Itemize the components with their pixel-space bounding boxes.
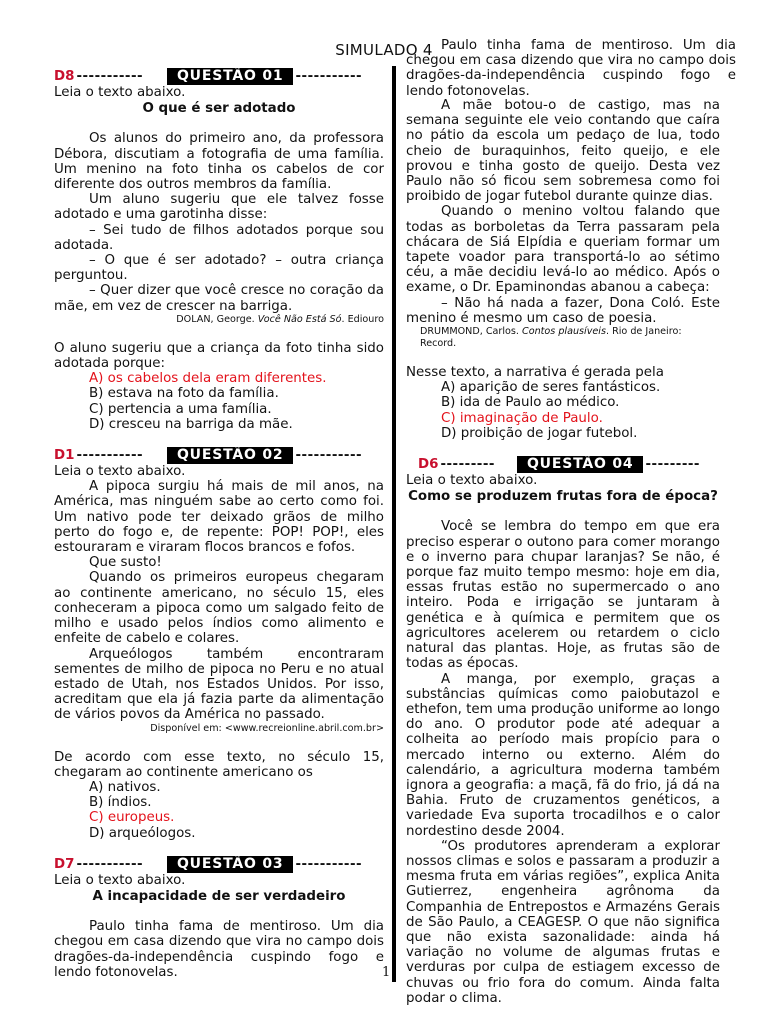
paragraph: Os alunos do primeiro ano, da professora Débora, discutiam a fotografia de uma família. Um menino na foto tinha os cabelos de cor diferente dos outros membros da família. xyxy=(54,131,384,193)
dash-rule: ----------- xyxy=(76,68,144,84)
column-divider xyxy=(392,66,396,982)
descriptor-code: D7 xyxy=(54,856,75,872)
question-label: QUESTÃO 01 xyxy=(167,68,293,85)
instruction: Leia o texto abaixo. xyxy=(54,872,186,888)
question-4-header xyxy=(406,456,720,473)
answer-option-c[interactable]: C) europeus. xyxy=(89,810,175,826)
question-prompt: Nesse texto, a narrativa é gerada pela xyxy=(406,365,664,381)
question-1-header xyxy=(54,68,384,85)
paragraph: – O que é ser adotado? – outra criança perguntou. xyxy=(54,253,384,284)
paragraph: Paulo tinha fama de mentiroso. Um dia chegou em casa dizendo que vira no campo dois dragões-da-independência cuspindo fogo e lendo fotonovelas. xyxy=(406,38,736,99)
source-citation: DRUMMOND, Carlos. Contos plausíveis. Rio de Janeiro: Record. xyxy=(420,326,682,350)
answer-option-b[interactable]: B) estava na foto da família. xyxy=(89,386,279,402)
paragraph-continuation xyxy=(406,38,736,99)
left-column xyxy=(54,68,384,980)
descriptor-code: D1 xyxy=(54,447,75,463)
paragraph: – Sei tudo de filhos adotados porque sou adotada. xyxy=(54,222,384,253)
page-number: 1 xyxy=(382,965,391,980)
text-title: Como se produzem frutas fora de época? xyxy=(408,489,718,505)
dash-rule: ----------- xyxy=(76,856,144,872)
dash-rule: ----------- xyxy=(295,68,363,84)
question-label: QUESTÃO 02 xyxy=(167,447,293,464)
paragraph: A manga, por exemplo, graças a substâncias químicas como paiobutazol e ethefon, tem uma produção uniforme ao longo do ano. O produtor pode até adequar a colheita ao período mais propício para o mercado interno ou externo. Além do calendário, a agricultura moderna também ignora a geografia: a maçã, fã do frio, já dá na Bahia. Fruto de cruzamentos genéticos, a variedade Eva suporta trocadilhos e o calor nordestino desde 2004. xyxy=(406,671,720,839)
answer-option-b[interactable]: B) índios. xyxy=(89,795,152,811)
right-column xyxy=(406,38,736,1006)
paragraph: – Não há nada a fazer, Dona Coló. Este menino é mesmo um caso de poesia. xyxy=(406,295,720,326)
source-citation: Disponível em: <www.recreionline.abril.com.br> xyxy=(150,722,384,734)
text-title: O que é ser adotado xyxy=(142,101,296,117)
paragraph: Um aluno sugeriu que ele talvez fosse adotado e uma garotinha disse: xyxy=(54,192,384,223)
question-prompt: De acordo com esse texto, no século 15, chegaram ao continente americano os xyxy=(54,749,384,780)
paragraph: Quando o menino voltou falando que todas as borboletas da Terra passaram pela chácara de Siá Elpídia e queriam formar um tapete voador para transportá-lo ao sétimo céu, a mãe decidiu levá-lo ao médico. Após o exame, o Dr. Epaminondas abanou a cabeça: xyxy=(406,204,720,296)
question-prompt: O aluno sugeriu que a criança da foto tinha sido adotada porque: xyxy=(54,340,384,372)
source-citation: DOLAN, George. Você Não Está Só. Ediouro xyxy=(176,313,384,325)
answer-option-d[interactable]: D) proibição de jogar futebol. xyxy=(441,425,638,441)
page-title: SIMULADO 4 xyxy=(335,41,433,59)
dash-rule: --------- xyxy=(645,456,700,472)
descriptor-code: D8 xyxy=(54,68,75,84)
dash-rule: ----------- xyxy=(295,856,363,872)
answer-option-a[interactable]: A) os cabelos dela eram diferentes. xyxy=(89,371,327,387)
paragraph: Você se lembra do tempo em que era preciso esperar o outono para comer morango e o inverno para chupar laranjas? Se não, é porque faz muito tempo mesmo: hoje em dia, essas frutas estão no supermercado o ano inteiro. Poda e irrigação se juntaram à genética e à química e permitem que os agricultores acelerem ou retardem o ciclo natural das plantas. Hoje, as frutas são de todas as épocas. xyxy=(406,519,720,672)
paragraph: Arqueólogos também encontraram sementes de milho de pipoca no Peru e no atual estado de Utah, nos Estados Unidos. Por isso, acreditam que ela já fazia parte da alimentação de vários povos da América no passado. xyxy=(54,646,384,723)
answer-option-b[interactable]: B) ida de Paulo ao médico. xyxy=(441,395,620,411)
answer-option-d[interactable]: D) arqueólogos. xyxy=(89,825,196,841)
instruction: Leia o texto abaixo. xyxy=(406,473,538,489)
answer-option-c[interactable]: C) pertencia a uma família. xyxy=(89,401,272,417)
paragraph: “Os produtores aprenderam a explorar nossos climas e solos e passaram a produzir a mesma fruta em várias regiões”, explica Anita Gutierrez, engenheira agrônoma da Companhia de Entrepostos e Armazéns Gerais de São Paulo, a CEAGESP. O que não significa que não exista sazonalidade: ainda há variação no volume de algumas frutas e verduras por culpa de estiagem excesso de chuvas ou frio fora do comum. Ainda falta podar o clima. xyxy=(406,838,720,1006)
instruction: Leia o texto abaixo. xyxy=(54,464,186,480)
dash-rule: ----------- xyxy=(295,447,363,463)
question-2-header xyxy=(54,447,384,464)
paragraph: A mãe botou-o de castigo, mas na semana seguinte ele veio contando que caíra no pátio da escola um pedaço de lua, todo cheio de buraquinhos, feito queijo, e ele provou e tinha gosto de queijo. Desta vez Paulo não só ficou sem sobremesa como foi proibido de jogar futebol durante quinze dias. xyxy=(406,98,720,205)
descriptor-code: D6 xyxy=(418,456,439,472)
paragraph: – Quer dizer que você cresce no coração da mãe, em vez de crescer na barriga. xyxy=(54,283,384,314)
paragraph: A pipoca surgiu há mais de mil anos, na América, mas ninguém sabe ao certo como foi. Um nativo pode ter deixado grãos de milho perto do fogo e, de repente: POP! POP!, eles estouraram e viraram flocos brancos e fofos. xyxy=(54,479,384,556)
answer-option-a[interactable]: A) aparição de seres fantásticos. xyxy=(441,380,661,396)
paragraph: Que susto! xyxy=(89,555,162,571)
text-title: A incapacidade de ser verdadeiro xyxy=(92,888,346,904)
paragraph: Paulo tinha fama de mentiroso. Um dia chegou em casa dizendo que vira no campo dois dragões-da-independência cuspindo fogo e lendo fotonovelas. xyxy=(54,919,384,980)
answer-option-d[interactable]: D) cresceu na barriga da mãe. xyxy=(89,416,293,432)
answer-option-c[interactable]: C) imaginação de Paulo. xyxy=(441,410,603,426)
question-3-header xyxy=(54,856,384,873)
dash-rule: ----------- xyxy=(76,447,144,463)
answer-option-a[interactable]: A) nativos. xyxy=(89,779,161,795)
dash-rule: --------- xyxy=(440,456,495,472)
instruction: Leia o texto abaixo. xyxy=(54,85,186,100)
question-label: QUESTÃO 04 xyxy=(517,456,643,473)
paragraph: Quando os primeiros europeus chegaram ao continente americano, no século 15, eles conheceram a pipoca como um salgado feito de milho e usado pelos índios como alimento e enfeite de cabelo e colares. xyxy=(54,570,384,647)
question-label: QUESTÃO 03 xyxy=(167,856,293,873)
